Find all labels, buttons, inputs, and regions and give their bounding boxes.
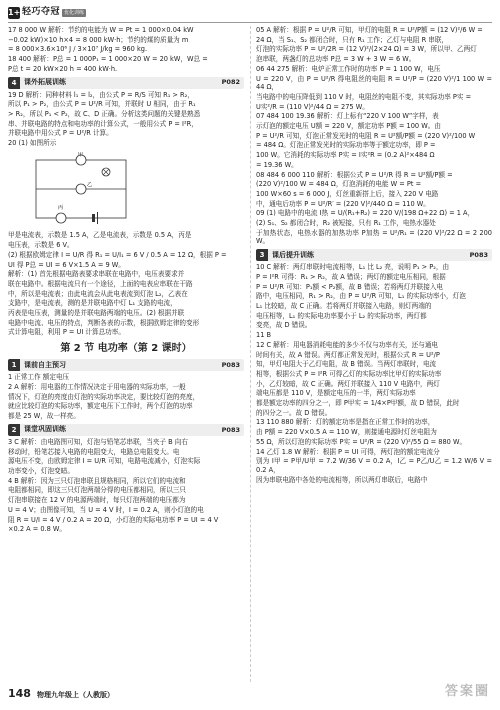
answer-20-line8: 中，所以是电流表；由此电流会从此电表流到灯泡 L₂，乙表在 xyxy=(8,289,188,298)
logo-mark: 1+1 xyxy=(8,8,26,17)
section-number: 3 xyxy=(256,249,268,261)
answer-8-line2: (220 V)²/100 W = 484 Ω，灯泡消耗的电能 W = Pt = xyxy=(256,180,422,189)
answer-6-line3: 当电路中的电压降低到 110 V 时，电阻丝的电阻不变，其实际功率 P实 = xyxy=(256,92,472,101)
answer-13-line3: 55 Ω，所以灯泡的实际功率 P实 = U²/R = (220 V)²/55 Ω = 880 W。 xyxy=(256,437,467,446)
answer-20-line10: 丙表是电压表，测量的是并联电路两端的电压。(2) 根据并联 xyxy=(8,309,185,318)
answer-2: 2 A 解析：用电器的工作情况决定于用电器的实际功率，一般 xyxy=(8,383,186,392)
label-b: 乙 xyxy=(87,181,93,188)
section-bar-homework xyxy=(256,249,492,261)
chapter-section-title: 第 2 节 电功率（第 2 课时） xyxy=(60,343,192,355)
section-title: 课堂巩固训练 xyxy=(24,425,66,434)
answer-18: 18 400 解析：P总 = 1 000P₁ = 1 000×20 W = 20 kW，W总 = xyxy=(8,55,208,64)
answer-12-line7: 都是额定功率的四分之一，即 P甲实 = 1/4×P甲额，故 D 错误，此时 xyxy=(256,399,460,408)
right-column xyxy=(256,26,492,485)
answer-19-line2: 所以 P₁ > P₂，由公式 P = U²/R 可知，并联时 U 相同，由于 R₁ xyxy=(8,100,196,109)
answer-20-line9: 支路中，是电流表，测的是并联电路中灯 L₁ 支路的电流， xyxy=(8,299,177,308)
answer-7-line2: 示灯泡的额定电压 U额 = 220 V，额定功率 P额 = 100 W。由 xyxy=(256,122,441,131)
answer-5: 05 A 解析：根据 P = U²/R 可知，甲灯的电阻 R = U²/P额 = (12 V)²/6 W = xyxy=(256,26,483,34)
answer-20-line5: UI 得 P总 = UI = 6 V×1.5 A = 9 W。 xyxy=(8,260,125,269)
answer-13: 13 110 880 解析：灯的额定功率是指在正常工作时的功率， xyxy=(256,418,435,427)
answer-7-line5: 100 W。它消耗的实际功率 P实 = I实²R = (0.2 A)²×484 Ω xyxy=(256,151,435,160)
answer-9-line2: (2) S₁、S₂ 都闭合时，R₂ 被短接，只有 R₁ 工作，电热水器处 xyxy=(256,219,436,228)
page-footer xyxy=(8,687,114,702)
section-page-ref: P083 xyxy=(221,361,240,370)
column-divider xyxy=(250,26,251,682)
answer-4-line2: 电阻都相同，即这三只灯泡两端分得的电压都相同，所以三只 xyxy=(8,486,187,495)
answer-4: 4 B 解析：因为三只灯泡串联且规格相同，所以它们的电流和 xyxy=(8,476,186,485)
answer-20: 20 (1) 如图所示 xyxy=(8,139,57,148)
answer-14: 14 乙灯 1.8 W 解析：根据 P = UI 可得，两灯泡的额定电流分 xyxy=(256,447,440,456)
answer-20-line3: 电压表，示数是 6 V。 xyxy=(8,241,74,250)
answer-6-line2: U = 220 V，由 P = U²/R 得电阻丝的电阻 R = U²/P = (220 V)²/1 100 W = 44 Ω， xyxy=(256,74,492,92)
answer-18-line2: P总 t = 20 kW×20 h = 400 kW·h. xyxy=(8,64,118,73)
answer-10-line5: L₁ 比较暗，故 C 正确。若将两灯并联接入电路，则灯两端的 xyxy=(256,301,432,310)
answer-19-line3: > R₂，所以 P₁ < P₂，故 C、D 正确。分析这类问题的关键是熟悉 xyxy=(8,109,201,118)
answer-20-line11: 电路中电流、电压的特点，判断各表的示数，根据欧姆定律的变形 xyxy=(8,318,200,327)
battery-icon xyxy=(92,214,95,222)
answer-12-line3: 知，甲灯电阻大于乙灯电阻，故 B 错误。当两灯串联时，电流 xyxy=(256,360,437,369)
answer-12-line5: 小，乙灯较暗，故 C 正确。两灯并联接入 110 V 电路中，两灯 xyxy=(256,379,440,388)
answer-10: 10 C 解析：两灯串联时电流相等，L₁ 比 L₂ 亮，说明 P₁ > P₂，由 xyxy=(256,263,450,272)
answer-20-line4: (2) 根据欧姆定律 I = U/R 得 R₁ = U/I₁ = 6 V / 0.5 A = 12 Ω，根据 P = xyxy=(8,250,227,259)
section-title: 课后提升训练 xyxy=(272,250,314,259)
section-page-ref: P083 xyxy=(469,250,488,259)
section-page-ref: P082 xyxy=(221,78,240,87)
answer-11: 11 B xyxy=(256,331,272,340)
meter-b-icon xyxy=(76,184,86,194)
answer-5-line3: 灯泡的实际功率 P = U²/2R = (12 V)²/(2×24 Ω) = 3 W，所以甲、乙两灯 xyxy=(256,45,477,54)
answer-7-line4: = 484 Ω。灯泡正常发光时的实际功率等于额定功率，即 P = xyxy=(256,141,436,150)
answer-6: 06 44 275 解析：电炉正常工作时的功率 P = 1 100 W，电压 xyxy=(256,64,441,73)
answer-12-line8: 的四分之一。故 D 错误。 xyxy=(256,408,332,417)
left-column xyxy=(8,26,244,535)
answer-3-line2: 移动时，铅笔芯接入电路的电阻变大，电路总电阻变大。电 xyxy=(8,447,180,456)
answer-10-line4: 路中，电压相同，R₁ > R₂，由 P = U²/R 可知，L₁ 的实际功率小，灯泡 xyxy=(256,292,466,301)
answer-20-line7: 联在电路中。根据电流只有一个途径，上面的电表应串联在干路 xyxy=(8,279,193,288)
answer-10-line6: 电压相等，L₁ 的实际电功率要小于 L₂ 的实际功率，两灯都 xyxy=(256,311,427,320)
answer-5-line4: 泡串联，两盏灯的总功率 P总 = 3 W + 3 W = 6 W。 xyxy=(256,55,416,64)
answer-14-line2: 别为 I甲 = P甲/U甲 = 7.2 W/36 V = 0.2 A，I乙 = P乙/U乙 = 1.2 W/6 V = 0.2 A， xyxy=(256,457,492,474)
section-bar-extension xyxy=(8,77,244,89)
section-title: 课外拓展训练 xyxy=(24,77,66,86)
answer-14-line3: 因为串联电路中各处的电流相等，所以两灯串联后，电路中 xyxy=(256,475,428,484)
answer-9-line3: 于加热状态，电热水器的加热功率 P加热 = U²/R₁ = (220 V)²/22 Ω = 2 200 W。 xyxy=(256,228,492,246)
answer-12: 12 C 解析：用电器消耗电能的多少不仅与功率有关，还与通电 xyxy=(256,340,439,349)
answer-12-line4: 相等，根据公式 P = I²R 可得乙灯的实际功率比甲灯的实际功率 xyxy=(256,369,442,378)
circuit-diagram xyxy=(26,152,136,226)
answer-5-line2: 24 Ω，当 S₁、S₂ 都闭合时，只有 R₁ 工作；乙灯与电阻 R 串联， xyxy=(256,35,449,44)
section-bar-classwork xyxy=(8,424,244,436)
section-number: 1 xyxy=(8,359,20,371)
label-c: 丙 xyxy=(58,204,64,211)
answer-3-line3: 源电压不变，由欧姆定律 I = U/R 可知，电路电流减小，灯泡实际 xyxy=(8,457,201,466)
page-header xyxy=(8,6,492,23)
answer-8-line3: 100 W×60 s = 6 000 J，灯丝重新搭上后，接入 220 V 电路 xyxy=(256,189,439,198)
watermark: 答案圈 xyxy=(444,683,490,699)
answer-20-line12: 式计算电阻，利用 P = UI 计算总功率。 xyxy=(8,328,125,337)
answer-17: 17 8 000 W 解析：节约的电能为 W = Pt = 1 000×0.04 kW xyxy=(8,26,194,34)
answer-2-line2: 情况下，灯泡的亮度由灯泡的实际功率决定，要比较灯泡的亮度， xyxy=(8,392,200,401)
logo-sub: 优化训练 xyxy=(64,9,85,16)
answer-2-line4: 都是 25 W，故一样亮。 xyxy=(8,412,80,421)
section-number: 4 xyxy=(8,77,20,89)
label-a: 甲 xyxy=(78,151,84,158)
answer-4-line6: ×0.2 A = 0.8 W。 xyxy=(8,525,67,534)
answer-2-line3: 就应比较灯泡的实际功率，额定电压下工作时，两个灯泡的功率 xyxy=(8,402,193,411)
page-number: 148 xyxy=(8,687,31,701)
answer-7-line3: P = U²/R 可知，灯泡正常发光时的电阻 R = U²额/P额 = (220 V)²/100 W xyxy=(256,131,476,140)
answer-4-line5: 阻 R = U/I = 4 V / 0.2 A = 20 Ω，小灯泡的实际电功率 P = UI = 4 V xyxy=(8,515,219,524)
answer-12-line2: 时间有关，故 A 错误。两灯都正常发光时，根据公式 R = U²/P xyxy=(256,350,440,359)
answer-7: 07 484 100 19.36 解析：灯上标有“220 V 100 W”字样，表 xyxy=(256,112,439,121)
answer-8-line4: 中，通电后功率 P = U²/R′ = (220 V)²/440 Ω = 110 W。 xyxy=(256,199,430,208)
answer-10-line7: 变亮，故 D 错误。 xyxy=(256,321,312,330)
answer-3-line4: 功率变小，灯泡变暗。 xyxy=(8,466,74,475)
answer-19: 19 D 解析：同种材料 l₁ = l₂，由公式 P = R/S 可知 R₁ > R₂， xyxy=(8,90,194,99)
section-bar-preview xyxy=(8,359,244,371)
brand-logo xyxy=(8,7,86,19)
answer-1: 1 正常工作 额定电压 xyxy=(8,373,70,382)
answer-6-line4: U实²/R = (110 V)²/44 Ω = 275 W。 xyxy=(256,102,369,111)
answer-10-line2: P = I²R 可得：R₁ > R₂，故 A 错误；两灯的额定电压相同，根据 xyxy=(256,272,446,281)
book-title: 物理九年级上（人教版） xyxy=(36,691,114,700)
answer-13-line2: 由 P额 = 220 V×0.5 A = 110 W，则接通电源时灯丝电阻为 xyxy=(256,428,437,437)
answer-7-line6: = 19.36 W。 xyxy=(256,160,298,169)
answer-19-line5: 并联电路中用公式 P = U²/R 计算。 xyxy=(8,129,113,138)
logo-text: 轻巧夺冠 xyxy=(22,7,61,18)
answer-3: 3 C 解析：由电路图可知，灯泡与铅笔芯串联，当夹子 B 向右 xyxy=(8,437,188,446)
answer-9: 09 (1) 电路中的电流 I热 = U/(R₁+R₂) = 220 V/(198 Ω+22 Ω) = 1 A， xyxy=(256,209,475,218)
answer-17-line2: −0.02 kW)×10 h×4 = 8 000 kW·h；节约的煤的质量为 m xyxy=(8,35,189,44)
answer-20-line2: 甲是电流表，示数是 1.5 A，乙是电流表，示数是 0.5 A，丙是 xyxy=(8,231,192,240)
answer-17-line3: = 8 000×3.6×10⁶ J / 3×10⁷ J/kg = 960 kg. xyxy=(8,45,148,54)
answer-10-line3: P = U²/R 可知：P₁额 < P₂额，故 B 错误；若将两灯并联接入电 xyxy=(256,282,444,291)
answer-12-line6: 端电压都是 110 V，是额定电压的一半，两灯实际功率 xyxy=(256,389,416,398)
answer-20-line6: 解析：(1) 首先根据电路表要求串联在电路中，电压表要求并 xyxy=(8,270,185,279)
section-page-ref: P083 xyxy=(221,425,240,434)
meter-c-icon xyxy=(56,213,66,223)
answer-4-line3: 灯泡串联接在 12 V 的电源两端时，每只灯泡两端的电压都为 xyxy=(8,496,186,505)
answer-19-line4: 串、并联电路的特点和电功率的计算公式，一般用公式 P = I²R， xyxy=(8,119,198,128)
section-title: 课前自主预习 xyxy=(24,360,66,369)
answer-4-line4: U = 4 V；由图像可知，当 U = 4 V 时，I = 0.2 A，则小灯泡的电 xyxy=(8,505,204,514)
section-number: 2 xyxy=(8,424,20,436)
answer-8: 08 484 6 000 110 解析：根据公式 P = U²/R 得 R = U²额/P额 = xyxy=(256,170,453,179)
